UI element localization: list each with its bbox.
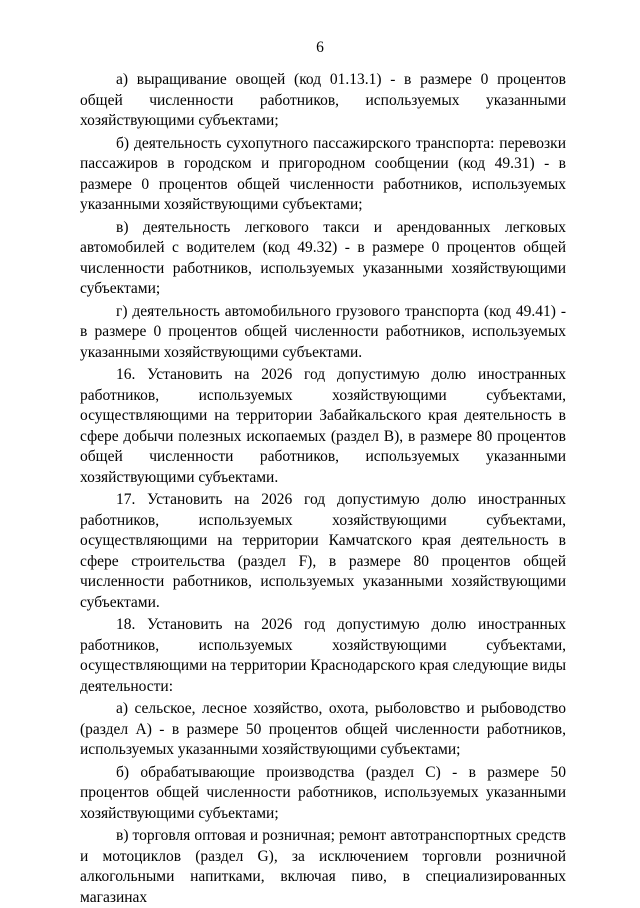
paragraph-item-v-taxi: в) деятельность легкового такси и арендованных легковых автомобилей с водителем (код 49.32) - в размере 0 процентов общей численности работников, используемых указанными хозяйствующими субъектами;: [80, 218, 566, 297]
paragraph-18-item-v-trade: в) торговля оптовая и розничная; ремонт автотранспортных средств и мотоциклов (раздел G), за исключением торговли розничной алкогольными напитками, включая пиво, в специализированных магазинах: [80, 827, 566, 906]
paragraph-clause-17: 17. Установить на 2026 год допустимую долю иностранных работников, используемых хозяйствующими субъектами, осуществляющими на территории Камчатского края деятельность в сфере строительства (раздел F), в размере 80 процентов общей численности работников, используемых указанными хозяйствующими субъектами.: [80, 491, 566, 611]
document-body: [80, 70, 566, 908]
paragraph-18-item-b-manufacturing: б) обрабатывающие производства (раздел C) - в размере 50 процентов общей численности работников, используемых указанными хозяйствующими субъектами;: [80, 763, 566, 822]
paragraph-item-b-passenger-transport: б) деятельность сухопутного пассажирского транспорта: перевозки пассажиров в городском и пригородном сообщении (код 49.31) - в размере 0 процентов общей численности работников, используемых указанными хозяйствующими субъектами;: [80, 134, 566, 213]
paragraph-item-a-vegetables: а) выращивание овощей (код 01.13.1) - в размере 0 процентов общей численности работников, используемых указанными хозяйствующими субъектами;: [80, 71, 566, 129]
paragraph-clause-16: 16. Установить на 2026 год допустимую долю иностранных работников, используемых хозяйствующими субъектами, осуществляющими на территории Забайкальского края деятельность в сфере добычи полезных ископаемых (раздел B), в размере 80 процентов общей численности работников, используемых указанными хозяйствующими субъектами.: [80, 366, 566, 486]
paragraph-clause-18: 18. Установить на 2026 год допустимую долю иностранных работников, используемых хозяйствующими субъектами, осуществляющими на территории Краснодарского края следующие виды деятельности:: [80, 616, 566, 695]
paragraph-18-item-a-agriculture: а) сельское, лесное хозяйство, охота, рыболовство и рыбоводство (раздел A) - в размере 50 процентов общей численности работников, используемых указанными хозяйствующими субъектами;: [80, 700, 566, 758]
paragraph-item-g-freight: г) деятельность автомобильного грузового транспорта (код 49.41) - в размере 0 процентов общей численности работников, используемых указанными хозяйствующими субъектами.: [80, 302, 566, 361]
page-number: 6: [316, 39, 324, 56]
